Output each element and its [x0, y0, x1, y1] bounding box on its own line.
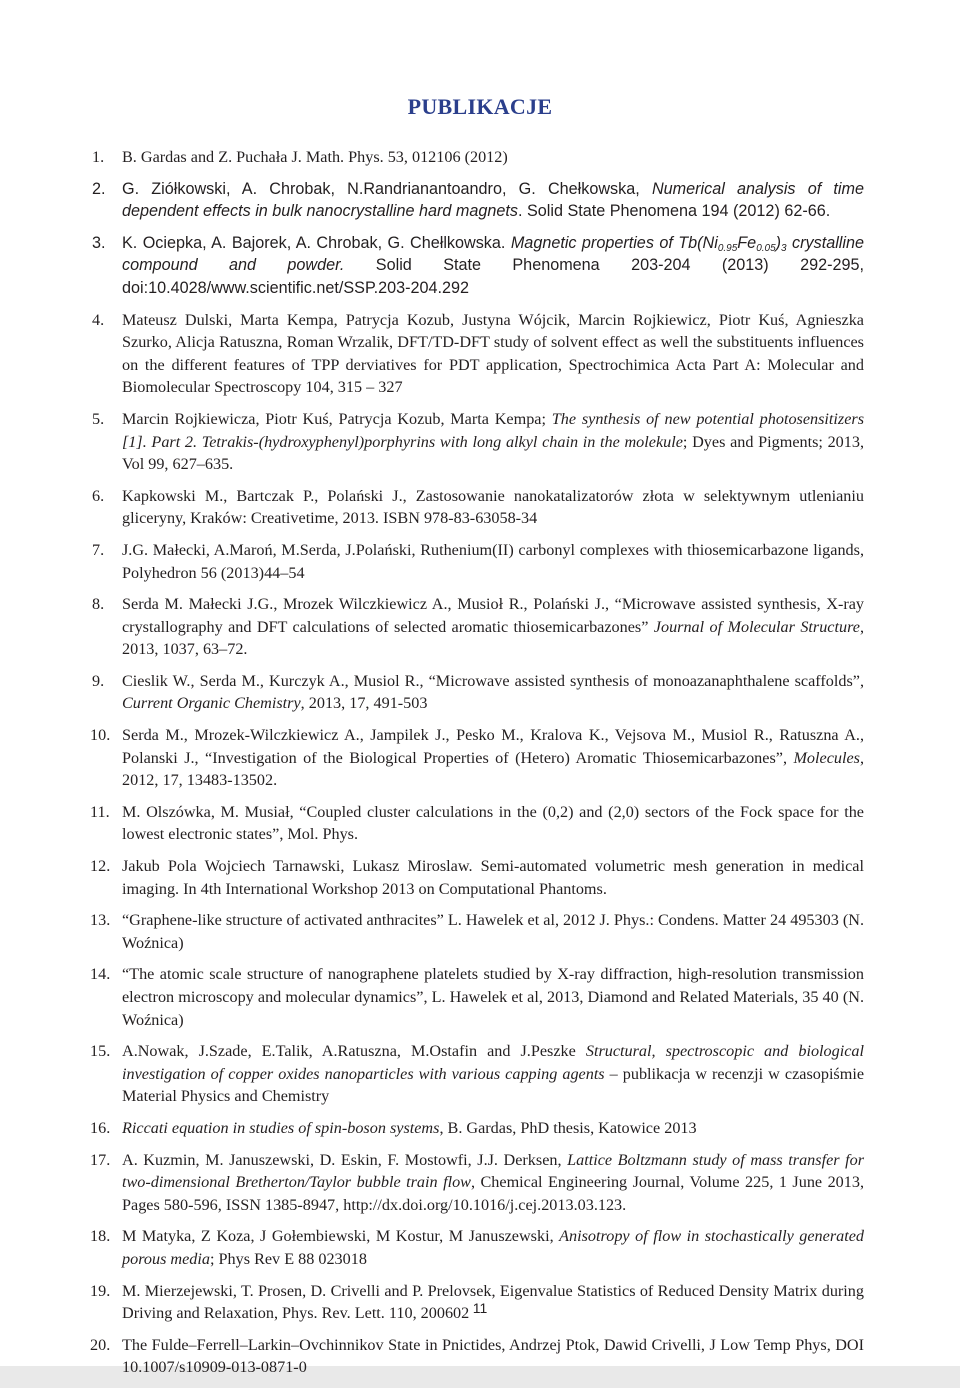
item-text: , Chemical Engineering Journal, Volume 225, 1 June 2013, Pages 580-596, ISSN 1385-8947, http://dx.doi.org/10.1016/j.cej.2013.03.123.: [122, 1173, 864, 1214]
item-title: Structural, spectroscopic and biological investigation of copper oxides nanoparticles with various capping agents: [122, 1042, 865, 1083]
item-text: A. Kuzmin, M. Januszewski, D. Eskin, F. Mostowfi, J.J. Derksen,: [122, 1150, 562, 1169]
item-text: J.G. Małecki, A.Maroń, M.Serda, J.Polański, Ruthenium(II) carbonyl complexes with thiosemicarbazone ligands, Polyhedron 56 (2013)44–54: [122, 540, 864, 582]
item-title: Magnetic properties of $Tb(Ni_{0.95}Fe_{0.05})_3$ crystalline compound and powder.: [122, 233, 864, 275]
list-item: [84, 855, 864, 900]
item-number: 18.: [90, 1227, 111, 1246]
item-number: 10.: [90, 726, 111, 745]
item-text: Solid State Phenomena 203-204 (2013) 292-295, doi:10.4028/www.scientific.net/SSP.203-204.292: [122, 256, 864, 297]
list-item: [84, 909, 864, 954]
item-text: – publikacja w recenzji w czasopiśmie Material Physics and Chemistry: [122, 1064, 865, 1106]
list-item: [84, 485, 864, 530]
item-text: “The atomic scale structure of nanographene platelets studied by X-ray diffraction, high-resolution transmission electron microscopy and molecular dynamics”, L. Hawelek et al, 2013, Diamond and Related Materials, 35 40 (N. Woźnica): [122, 965, 864, 1029]
item-text: Marcin Rojkiewicza, Piotr Kuś, Patrycja Kozub, Marta Kempa;: [122, 409, 546, 428]
list-item: [84, 724, 864, 792]
item-text: , B. Gardas, PhD thesis, Katowice 2013: [439, 1118, 697, 1137]
list-item: [84, 1040, 864, 1108]
item-journal: Current Organic Chemistry: [122, 694, 301, 713]
item-text: G. Ziółkowski, A. Chrobak, N.Randrianantoandro, G. Chełkowska,: [122, 179, 640, 198]
item-number: 2.: [92, 179, 106, 198]
item-title: Lattice Boltzmann study of mass transfer for two-dimensional Bretherton/Taylor bubble train flow: [122, 1150, 865, 1192]
item-number: 9.: [92, 671, 105, 690]
item-number: 11.: [90, 802, 110, 821]
item-text: , 2012, 17, 13483-13502.: [122, 748, 865, 790]
item-title: Anisotropy of flow in stochastically generated porous media: [122, 1227, 865, 1268]
list-item: [84, 178, 864, 223]
list-item: [84, 1334, 864, 1379]
item-number: 17.: [90, 1150, 111, 1169]
item-text: M. Mierzejewski, T. Prosen, D. Crivelli and P. Prelovsek, Eigenvalue Statistics of Reduced Density Matrix during Driving and Relaxation, Phys. Rev. Lett. 110, 200602: [122, 1281, 864, 1323]
item-text: , 2013, 17, 491-503: [300, 694, 428, 713]
item-text: Mateusz Dulski, Marta Kempa, Patrycja Kozub, Justyna Wójcik, Marcin Rojkiewicz, Piotr Kuś, Agnieszka Szurko, Alicja Ratuszna, Roman Wrzalik, DFT/TD-DFT study of solvent effect as well the substituents influences on the different features of TPP derviatives for PDT application, Spectrochimica Acta Part A: Molecular and Biomolecular Spectroscopy 104, 315 – 327: [122, 310, 864, 397]
list-item: [84, 801, 864, 846]
item-number: 13.: [90, 911, 111, 930]
item-number: 5.: [92, 409, 105, 428]
item-number: 14.: [90, 965, 111, 984]
list-item: [84, 1117, 864, 1140]
publication-list: [84, 146, 864, 1388]
item-text: B. Gardas and Z. Puchała J. Math. Phys. 53, 012106 (2012): [122, 148, 508, 166]
item-text: ; Dyes and Pigments; 2013, Vol 99, 627–635.: [122, 432, 864, 474]
item-title: The synthesis of new potential photosensitizers [1]. Part 2. Tetrakis-(hydroxyphenyl)porphyrins with long alkyl chain in the molekule: [122, 409, 865, 451]
list-item: [84, 670, 864, 715]
item-number: 3.: [92, 233, 106, 252]
item-number: 19.: [90, 1281, 111, 1300]
item-text: ; Phys Rev E 88 023018: [209, 1249, 367, 1268]
item-title: Numerical analysis of time dependent effects in bulk nanocrystalline hard magnets: [122, 179, 865, 221]
item-text: , 2013, 1037, 63–72.: [122, 617, 865, 659]
list-item: [84, 309, 864, 399]
item-text: M Matyka, Z Koza, J Gołembiewski, M Kostur, M Januszewski,: [122, 1227, 554, 1246]
item-text: Cieslik W., Serda M., Kurczyk A., Musiol R., “Microwave assisted synthesis of monoazanaphthalene scaffolds”,: [122, 671, 864, 690]
item-number: 4.: [92, 310, 105, 329]
item-number: 7.: [92, 540, 105, 559]
page-title: PUBLIKACJE: [407, 94, 553, 119]
item-text: Serda M. Małecki J.G., Mrozek Wilczkiewicz A., Musioł R., Polański J., “Microwave assisted synthesis, X-ray crystallography and DFT calculations of selected aromatic thiosemicarbazones”: [122, 595, 864, 636]
item-text: Jakub Pola Wojciech Tarnawski, Lukasz Miroslaw. Semi-automated volumetric mesh generation in medical imaging. In 4th International Workshop 2013 on Computational Phantoms.: [122, 857, 864, 898]
item-text: Serda M., Mrozek-Wilczkiewicz A., Jampilek J., Pesko M., Kralova K., Vejsova M., Musiol R., Ratuszna A., Polanski J., “Investigation of the Biological Properties of (Hetero) Aromatic Thiosemicarbazones”,: [122, 726, 864, 767]
list-item: [84, 408, 864, 476]
item-journal: Molecules: [793, 748, 860, 767]
item-number: 16.: [90, 1118, 111, 1137]
list-item: [84, 232, 864, 300]
list-item: [84, 146, 864, 169]
item-text: The Fulde–Ferrell–Larkin–Ovchinnikov State in Pnictides, Andrzej Ptok, Dawid Crivelli, J Low Temp Phys, DOI 10.1007/s10909-013-0871-0: [122, 1335, 864, 1377]
page-number: 11: [472, 1300, 488, 1316]
item-text: Kapkowski M., Bartczak P., Polański J., Zastosowanie nanokatalizatorów złota w selektywnym utlenianiu gliceryny, Kraków: Creativetime, 2013. ISBN 978-83-63058-34: [122, 486, 864, 528]
item-number: 1.: [92, 148, 105, 166]
item-number: 20.: [90, 1335, 111, 1354]
item-number: 15.: [90, 1042, 111, 1061]
item-text: A.Nowak, J.Szade, E.Talik, A.Ratuszna, M.Ostafin and J.Peszke: [122, 1042, 576, 1061]
list-item: [84, 593, 864, 661]
list-item: [84, 1149, 864, 1217]
item-text: . Solid State Phenomena 194 (2012) 62-66.: [517, 202, 831, 221]
item-text: M. Olszówka, M. Musiał, “Coupled cluster calculations in the (0,2) and (2,0) sectors of the Fock space for the lowest electronic states”, Mol. Phys.: [122, 802, 864, 844]
item-text: K. Ociepka, A. Bajorek, A. Chrobak, G. Chełlkowska.: [122, 233, 506, 252]
item-text: “Graphene-like structure of activated anthracites” L. Hawelek et al, 2012 J. Phys.: Condens. Matter 24 495303 (N. Woźnica): [122, 911, 864, 952]
item-title: Riccati equation in studies of spin-boson systems: [122, 1118, 440, 1137]
item-number: 8.: [92, 595, 105, 614]
item-number: 12.: [90, 857, 111, 876]
item-journal: Journal of Molecular Structure: [653, 617, 860, 636]
list-item: [84, 1225, 864, 1270]
list-item: [84, 963, 864, 1031]
item-number: 6.: [92, 486, 105, 505]
list-item: [84, 539, 864, 584]
